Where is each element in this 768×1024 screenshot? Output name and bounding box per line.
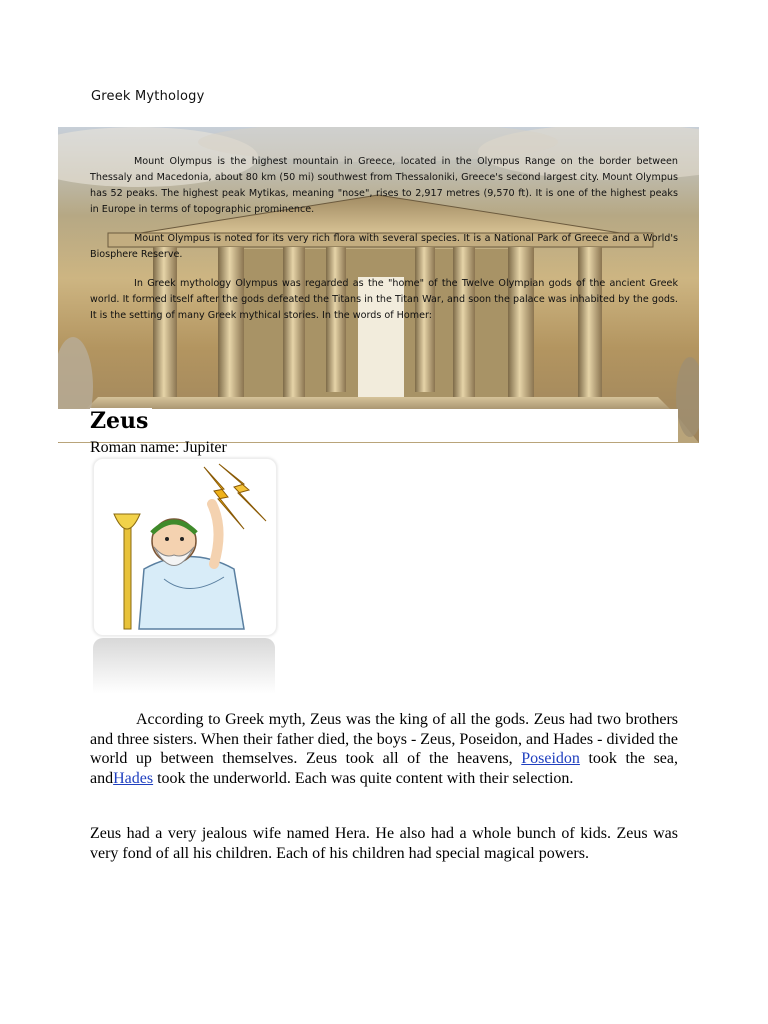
- poseidon-link[interactable]: Poseidon: [521, 750, 580, 767]
- zeus-image: [93, 458, 277, 636]
- paragraph-text: According to Greek myth, Zeus was the king of all the gods. Zeus had two brothers and three sisters. When their father died, the boys - Zeus, Poseidon, and Hades - divided the world up between themselves. Zeus took all of the heavens,: [90, 711, 678, 767]
- image-reflection: [93, 638, 275, 694]
- banner-paragraph: In Greek mythology Olympus was regarded as the "home" of the Twelve Olympian gods of the ancient Greek world. It formed itself after the gods defeated the Titans in the Titan War, and soon the palace was inhabited by the gods. It is the setting of many Greek mythical stories. In the words of Homer:: [90, 278, 678, 321]
- roman-name: Roman name: Jupiter: [90, 439, 227, 456]
- olympus-temple-banner: [58, 127, 699, 443]
- paragraph-text: took the sea, and: [90, 750, 679, 787]
- banner-paragraph: Mount Olympus is noted for its very rich flora with several species. It is a National Park of Greece and a World's Biosphere Reserve.: [90, 233, 678, 260]
- olympus-description: [90, 154, 678, 337]
- paragraph-text: took the underworld. Each was quite content with their selection.: [153, 769, 574, 787]
- zeus-cartoon-icon: [94, 459, 276, 635]
- page-title: Greek Mythology: [91, 89, 205, 104]
- hades-link[interactable]: Hades: [113, 769, 154, 787]
- section-title: Zeus: [90, 408, 152, 434]
- body-paragraph: [90, 710, 678, 788]
- banner-paragraph: Mount Olympus is the highest mountain in Greece, located in the Olympus Range on the border between Thessaly and Macedonia, about 80 km (50 mi) southwest from Thessaloniki, Greece's second largest city. Mount Olympus has 52 peaks. The highest peak Mytikas, meaning "nose", rises to 2,917 metres (9,570 ft). It is one of the highest peaks in Europe in terms of topographic prominence.: [90, 156, 678, 215]
- body-paragraph: Zeus had a very jealous wife named Hera. He also had a whole bunch of kids. Zeus was very fond of all his children. Each of his children had special magical powers.: [90, 825, 678, 862]
